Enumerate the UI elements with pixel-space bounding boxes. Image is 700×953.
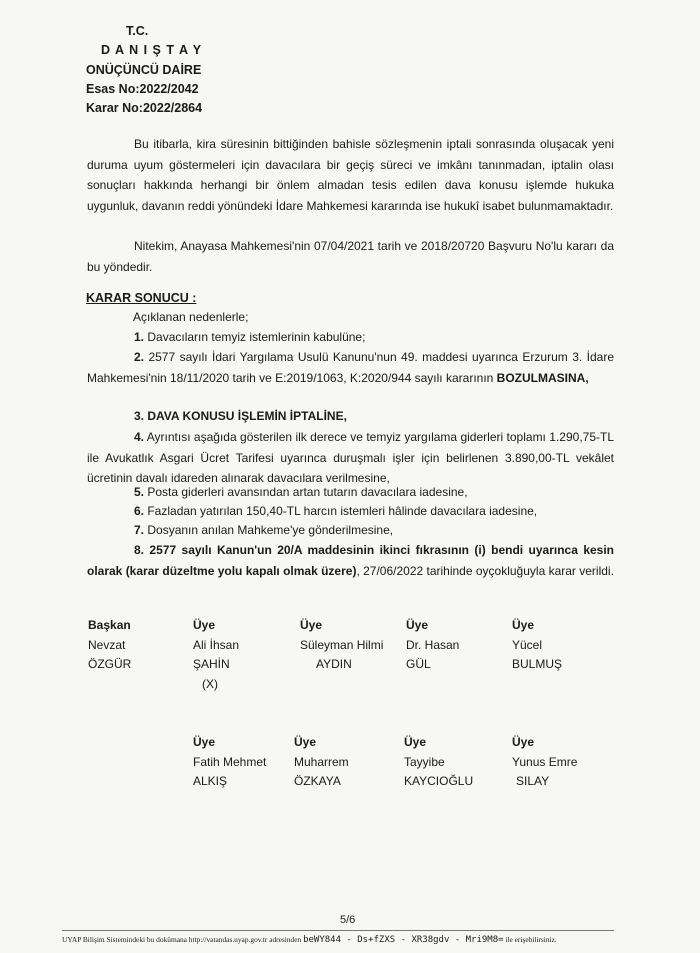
result-intro: Açıklanan nedenlerle;: [133, 310, 249, 324]
signature-member-gul: Üye Dr. Hasan GÜL: [406, 618, 460, 671]
result-item-4: 4. Ayrıntısı aşağıda gösterilen ilk derece ve temyiz yargılama giderleri toplamı 1.290,75-TL ile Avukatlık Asgari Ücret Tarifesi uyarınca duruşmalı işler için belirlenen 3.890,00-TL vekâlet ücretinin davalı idareden alınarak davacılara verilmesine,: [87, 430, 614, 485]
signature-member-bulmus: Üye Yücel BULMUŞ: [512, 618, 563, 671]
signature-baskan: Başkan Nevzat ÖZGÜR: [88, 618, 132, 671]
result-item-3: 3. DAVA KONUSU İŞLEMİN İPTALİNE,: [134, 409, 347, 423]
signature-member-sahin: Üye Ali İhsan ŞAHİN (X): [193, 618, 240, 691]
result-item-8: 8. 2577 sayılı Kanun'un 20/A maddesinin ikinci fıkrasının (i) bendi uyarınca kesin olarak (karar düzeltme yolu kapalı olmak üzere), 27/06/2022 tarihinde oyçokluğuyla karar verildi.: [87, 543, 614, 578]
footer-verification: UYAP Bilişim Sistemindeki bu dokümana http://vatandas.uyap.gov.tr adresinden beWY844 - Ds+fZXS - XR38gdv - Mri9M8= ile erişebilirsiniz.: [62, 935, 557, 945]
result-heading: KARAR SONUCU :: [86, 291, 197, 305]
header-chamber: ONÜÇÜNCÜ DAİRE: [86, 63, 202, 77]
signature-member-aydin: Üye Süleyman Hilmi AYDIN: [300, 618, 384, 671]
footer-divider: [62, 930, 614, 931]
header-court: D A N I Ş T A Y: [101, 43, 203, 57]
page-number: 5/6: [340, 914, 356, 926]
result-item-7: 7. Dosyanın anılan Mahkeme'ye gönderilmesine,: [134, 523, 394, 537]
header-esas: Esas No:2022/2042: [86, 82, 199, 96]
header-karar: Karar No:2022/2864: [86, 101, 203, 115]
result-item-2: 2. 2577 sayılı İdari Yargılama Usulü Kanunu'nun 49. maddesi uyarınca Erzurum 3. İdare Mahkemesi'nin 18/11/2020 tarih ve E:2019/1063, K:2020/944 sayılı kararının BOZULMASINA,: [87, 350, 614, 385]
signature-member-ozkaya: Üye Muharrem ÖZKAYA: [294, 735, 349, 788]
result-item-1: 1. Davacıların temyiz istemlerinin kabulüne;: [134, 330, 366, 344]
verification-code: beWY844 - Ds+fZXS - XR38gdv - Mri9M8=: [303, 935, 504, 945]
signature-member-kaycioglu: Üye Tayyibe KAYCIOĞLU: [404, 735, 474, 788]
signature-member-silay: Üye Yunus Emre SILAY: [512, 735, 578, 788]
result-item-6: 6. Fazladan yatırılan 150,40-TL harcın istemleri hâlinde davacılara iadesine,: [134, 504, 538, 518]
signature-member-alkis: Üye Fatih Mehmet ALKIŞ: [193, 735, 267, 788]
body-paragraph-2: Nitekim, Anayasa Mahkemesi'nin 07/04/2021 tarih ve 2018/20720 Başvuru No'lu kararı da bu yöndedir.: [87, 239, 614, 274]
result-item-5: 5. Posta giderleri avansından artan tutarın davacılara iadesine,: [134, 485, 468, 499]
header-tc: T.C.: [126, 24, 149, 38]
body-paragraph-1: Bu itibarla, kira süresinin bittiğinden bahisle sözleşmenin iptali sonrasında oluşacak yeni duruma uyum göstermeleri için davacılara bir geçiş süreci ve imkânı tanınmadan, iptalin olası sonuçları hakkında herhangi bir önlem almadan tesis edilen dava konusu işlemde hukuka uygunluk, davanın reddi yönündeki İdare Mahkemesi kararında ise hukukî isabet bulunmamaktadır.: [87, 137, 614, 213]
